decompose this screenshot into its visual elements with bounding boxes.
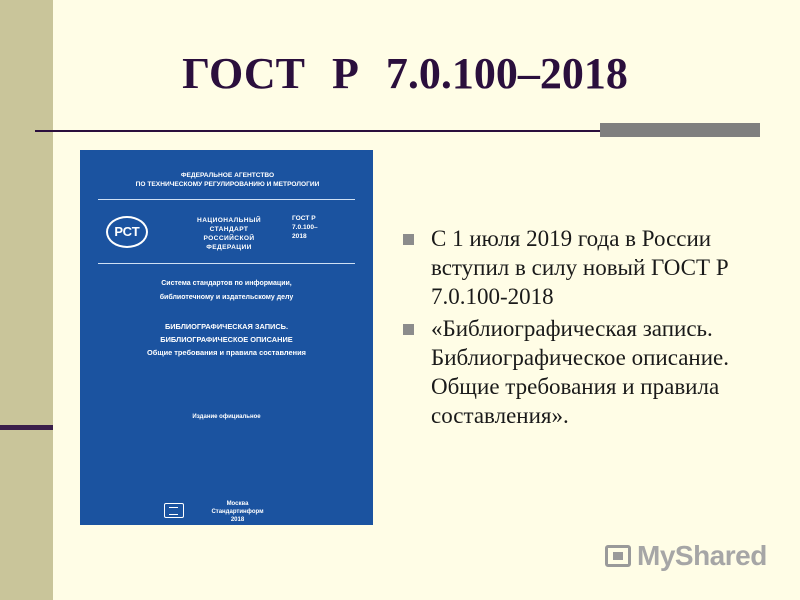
title-divider-block xyxy=(600,123,760,137)
presentation-icon xyxy=(605,545,631,567)
cover-document-title xyxy=(98,320,355,359)
cover-imprint-line: Москва xyxy=(226,501,249,507)
bullet-text: «Библиографическая запись. Библиографическое описание. Общие требования и правила составления». xyxy=(431,316,729,428)
cover-code-line: 2018 xyxy=(292,233,307,240)
bullet-item xyxy=(403,224,773,311)
cover-system-line: Система стандартов по информации, xyxy=(161,280,292,287)
cover-edition: Издание официальное xyxy=(192,414,261,420)
cover-imprint-line: Стандартинформ xyxy=(211,509,264,515)
bullet-marker-icon xyxy=(403,234,414,245)
cover-code-line: ГОСТ Р xyxy=(292,215,316,222)
cover-agency xyxy=(120,171,335,189)
cover-national-line: НАЦИОНАЛЬНЫЙ xyxy=(197,217,261,224)
cover-agency-line: ПО ТЕХНИЧЕСКОМУ РЕГУЛИРОВАНИЮ И МЕТРОЛОГИИ xyxy=(135,181,320,188)
cover-national-line: РОССИЙСКОЙ xyxy=(203,235,255,242)
cover-system xyxy=(98,277,355,305)
rst-logo-icon xyxy=(106,216,148,248)
cover-rule xyxy=(98,199,355,200)
cover-agency-line: ФЕДЕРАЛЬНОЕ АГЕНТСТВО xyxy=(180,172,275,179)
cover-national-line: СТАНДАРТ xyxy=(209,226,249,233)
cover-code-line: 7.0.100– xyxy=(292,224,318,231)
bullet-list xyxy=(403,224,773,433)
bullet-text: С 1 июля 2019 года в России вступил в силу новый ГОСТ Р 7.0.100-2018 xyxy=(431,226,729,309)
cover-title-line: Общие требования и правила составления xyxy=(147,348,306,357)
watermark xyxy=(605,538,767,574)
gost-cover-image xyxy=(80,150,373,525)
left-decorative-band xyxy=(0,0,53,600)
bullet-item xyxy=(403,314,773,430)
cover-standard-code xyxy=(292,214,350,241)
cover-national-standard xyxy=(178,216,280,252)
left-band-accent xyxy=(0,425,53,430)
cover-rule xyxy=(98,263,355,264)
publisher-logo-icon xyxy=(164,503,184,518)
rst-logo-text: РСТ xyxy=(114,224,140,239)
cover-national-line: ФЕДЕРАЦИИ xyxy=(206,244,252,251)
cover-system-line: библиотечному и издательскому делу xyxy=(159,294,294,301)
cover-title-line: БИБЛИОГРАФИЧЕСКАЯ ЗАПИСЬ. xyxy=(164,322,289,331)
cover-imprint-line: 2018 xyxy=(230,517,245,523)
bullet-marker-icon xyxy=(403,324,414,335)
cover-imprint xyxy=(190,500,285,524)
watermark-text: MyShared xyxy=(637,540,767,571)
slide-title: ГОСТ Р 7.0.100–2018 xyxy=(182,49,628,98)
cover-title-line: БИБЛИОГРАФИЧЕСКОЕ ОПИСАНИЕ xyxy=(160,335,293,344)
